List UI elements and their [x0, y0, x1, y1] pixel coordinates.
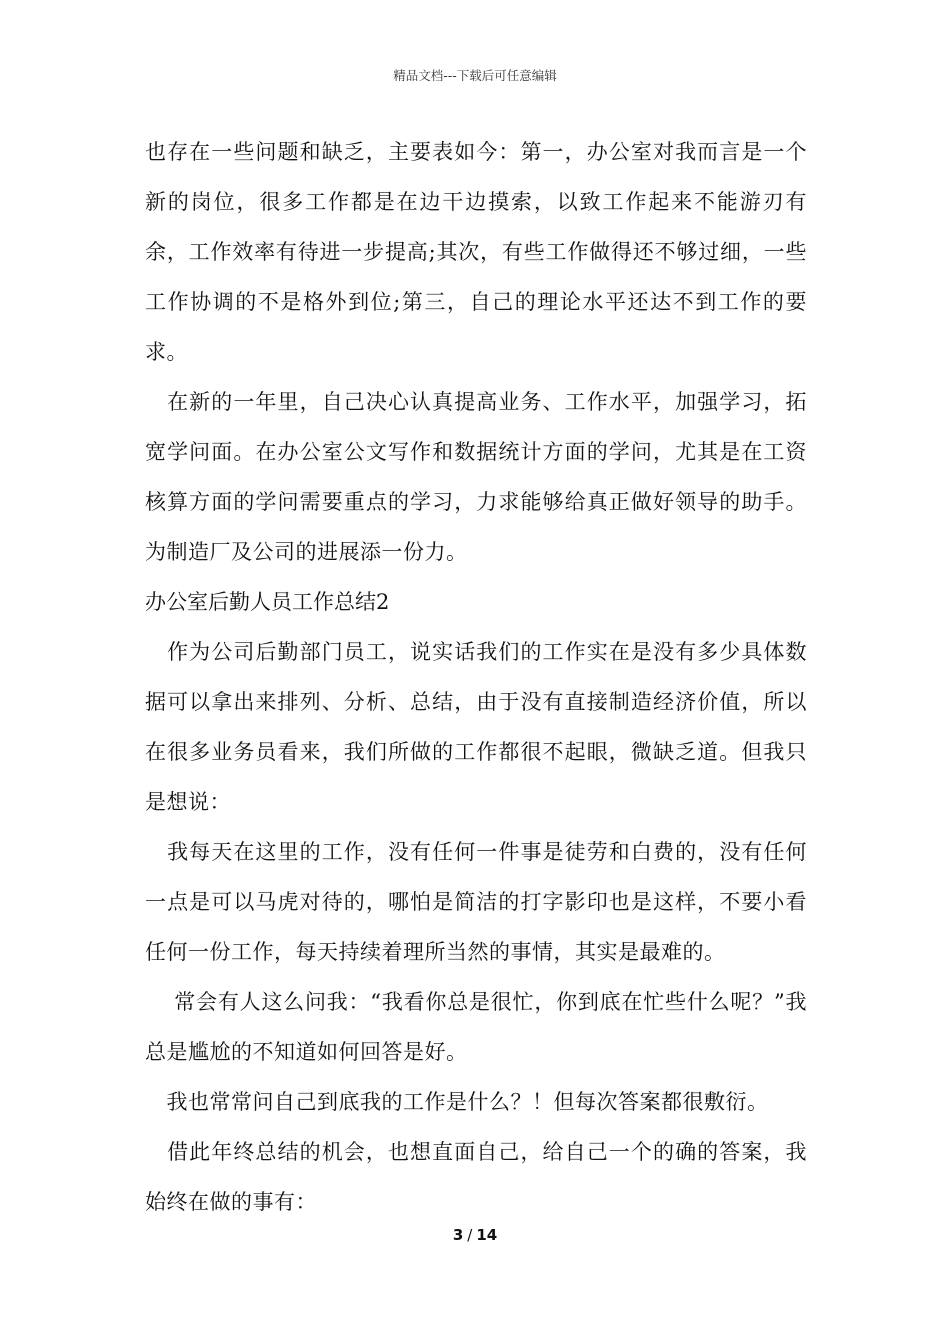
current-page: 3	[452, 1226, 464, 1244]
paragraph: 作为公司后勤部门员工，说实话我们的工作实在是没有多少具体数据可以拿出来排列、分析、总结，由于没有直接制造经济价值，所以在很多业务员看来，我们所做的工作都很不起眼，微缺乏道。但我只是想说：	[145, 640, 807, 814]
paragraph: 借此年终总结的机会，也想直面自己，给自己一个的确的答案，我始终在做的事有：	[145, 1140, 807, 1214]
paragraph: 常会有人这么问我：“我看你总是很忙，你到底在忙些什么呢？”我总是尴尬的不知道如何回答是好。	[145, 990, 807, 1064]
paragraph: 在新的一年里，自己决心认真提高业务、工作水平，加强学习，拓宽学问面。在办公室公文写作和数据统计方面的学问，尤其是在工资核算方面的学问需要重点的学习，力求能够给真正做好领导的助手。为制造厂及公司的进展添一份力。	[145, 390, 807, 564]
section-heading: 办公室后勤人员工作总结2	[145, 590, 390, 614]
document-body	[145, 127, 807, 1227]
total-pages: 14	[476, 1226, 498, 1244]
page-header: 精品文档---下载后可任意编辑	[393, 68, 557, 83]
paragraph: 我也常常问自己到底我的工作是什么？！但每次答案都很敷衍。	[145, 1090, 769, 1114]
paragraph: 我每天在这里的工作，没有任何一件事是徒劳和白费的，没有任何一点是可以马虎对待的，哪怕是简洁的打字影印也是这样，不要小看任何一份工作，每天持续着理所当然的事情，其实是最难的。	[145, 840, 807, 964]
page-number	[0, 1226, 950, 1244]
paragraph: 也存在一些问题和缺乏，主要表如今：第一，办公室对我而言是一个新的岗位，很多工作都是在边干边摸索，以致工作起来不能游刃有余，工作效率有待进一步提高;其次，有些工作做得还不够过细，一些工作协调的不是格外到位;第三，自己的理论水平还达不到工作的要求。	[145, 140, 807, 364]
page-separator: /	[467, 1226, 473, 1244]
